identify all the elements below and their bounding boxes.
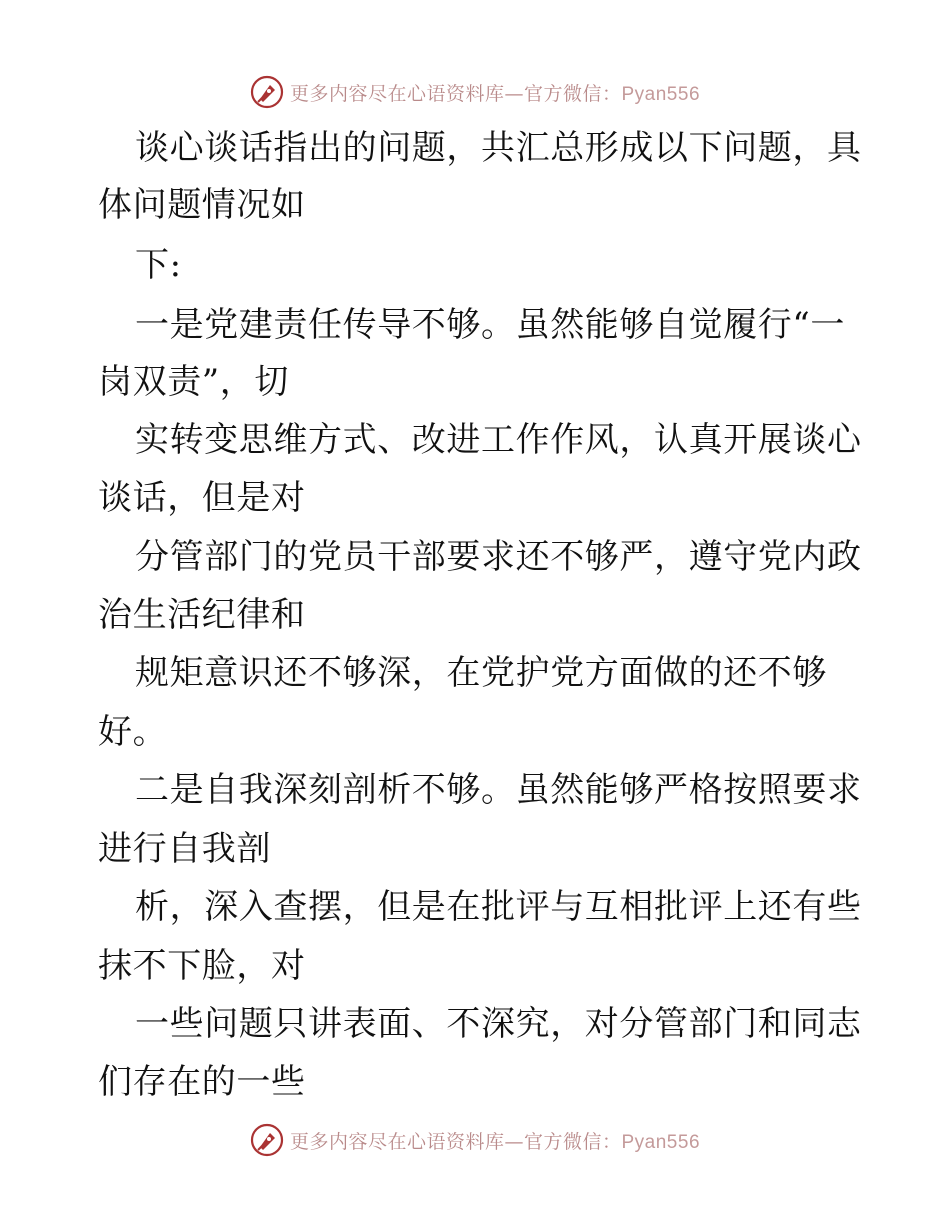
pen-nib-logo-icon <box>250 75 284 109</box>
footer-banner-text: 更多内容尽在心语资料库—官方微信：Pyan556 <box>289 1130 701 1153</box>
body-line: 谈话，但是对 <box>98 478 306 518</box>
body-line: 一是党建责任传导不够。虽然能够自觉履行“一 <box>135 305 845 345</box>
body-line: 析，深入查摆，但是在批评与互相批评上还有些 <box>135 887 862 927</box>
body-line: 好。 <box>98 712 168 752</box>
body-line: 进行自我剖 <box>98 829 271 869</box>
body-line: 岗双责”，切 <box>98 362 289 402</box>
body-line: 二是自我深刻剖析不够。虽然能够严格按照要求 <box>135 770 862 810</box>
footer-wechat-id: Pyan556 <box>621 1131 701 1153</box>
header-banner-text: 更多内容尽在心语资料库—官方微信：Pyan556 <box>289 82 701 105</box>
body-line: 抹不下脸，对 <box>98 946 306 986</box>
pen-nib-logo-icon <box>250 1123 284 1157</box>
body-line: 规矩意识还不够深，在党护党方面做的还不够 <box>135 653 827 693</box>
header-banner <box>0 72 950 112</box>
body-line: 谈心谈话指出的问题，共汇总形成以下问题，具 <box>135 128 862 168</box>
body-line: 治生活纪律和 <box>98 595 306 635</box>
footer-banner <box>0 1120 950 1160</box>
body-line: 们存在的一些 <box>98 1062 306 1102</box>
body-line: 分管部门的党员干部要求还不够严，遵守党内政 <box>135 537 862 577</box>
body-line: 实转变思维方式、改进工作作风，认真开展谈心 <box>135 420 862 460</box>
body-line: 体问题情况如 <box>98 185 306 225</box>
header-wechat-id: Pyan556 <box>621 83 701 105</box>
body-line: 一些问题只讲表面、不深究，对分管部门和同志 <box>135 1004 862 1044</box>
body-line: 下: <box>135 245 182 285</box>
